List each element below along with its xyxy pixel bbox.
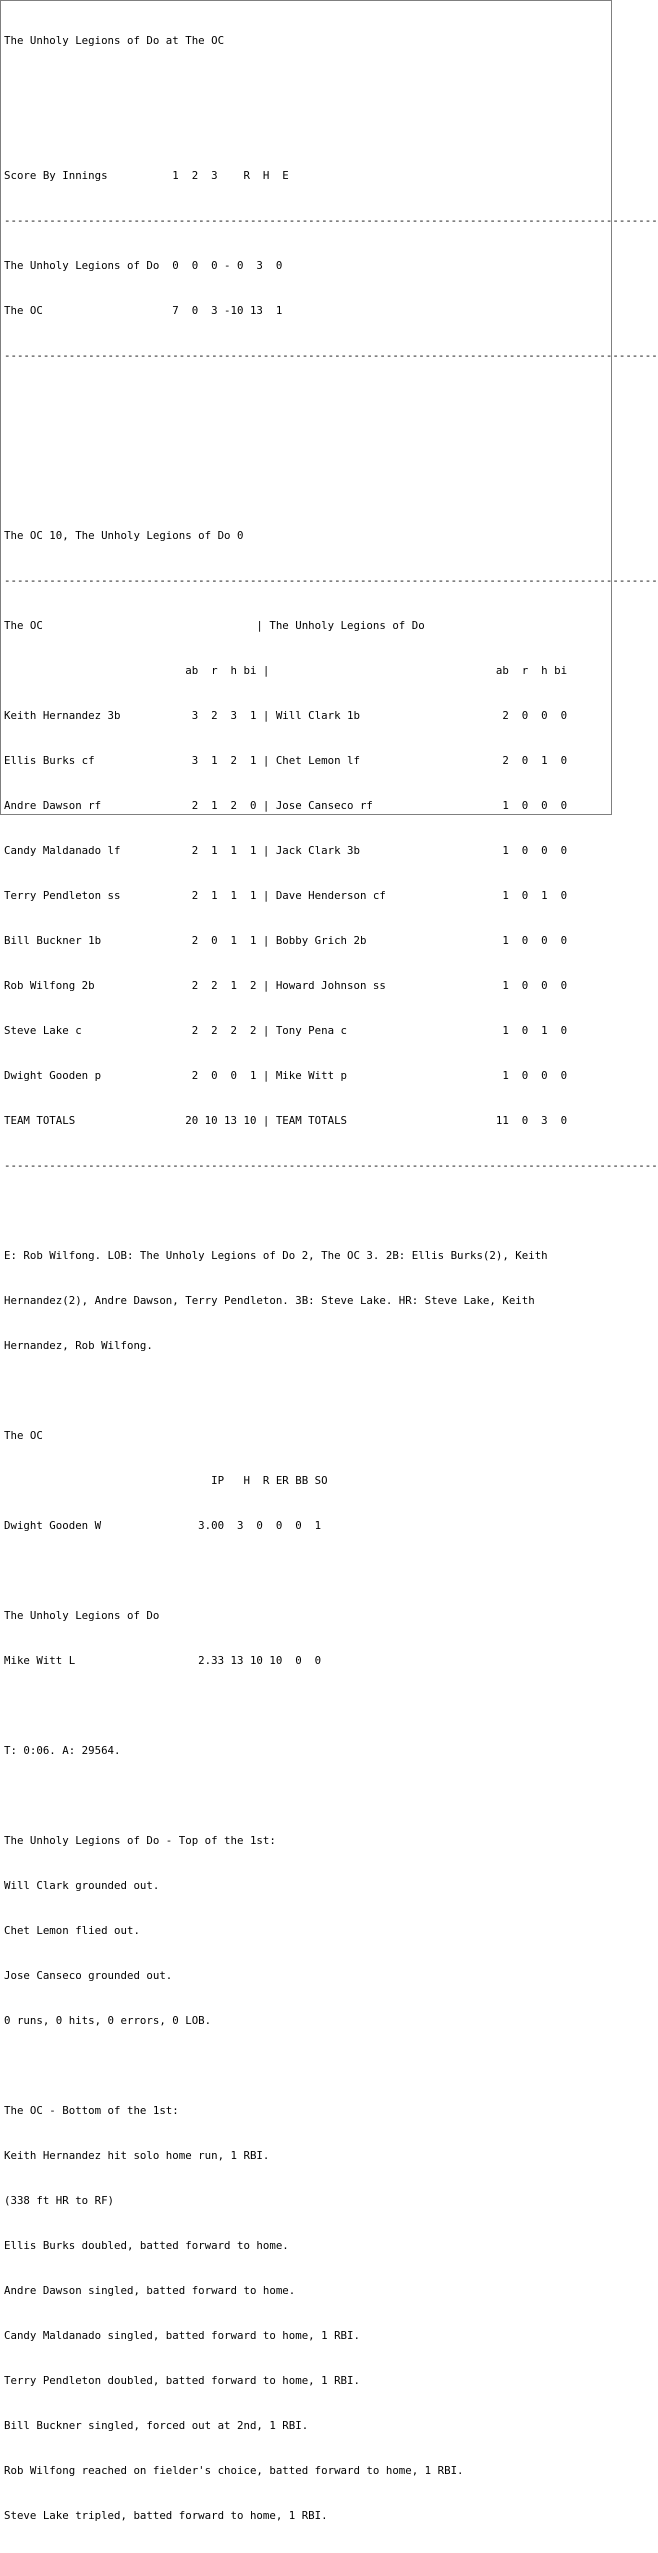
pitching-row: Dwight Gooden W 3.00 3 0 0 0 1 xyxy=(4,1519,322,1532)
inning-heading: The OC - Bottom of the 1st: xyxy=(4,2104,179,2117)
batting-row: Ellis Burks cf 3 1 2 1 | Chet Lemon lf 2 0 1 0 xyxy=(4,754,568,767)
play-line: Rob Wilfong reached on fielder's choice, batted forward to home, 1 RBI. xyxy=(4,2464,464,2477)
play-line: Bill Buckner singled, forced out at 2nd, 1 RBI. xyxy=(4,2419,309,2432)
play-line: Jose Canseco grounded out. xyxy=(4,1969,173,1982)
separator-rule: ----------------------------------------------------------------------------------------------------- xyxy=(4,349,658,362)
batting-row: Terry Pendleton ss 2 1 1 1 | Dave Henderson cf 1 0 1 0 xyxy=(4,889,568,902)
pitching-team-away: The Unholy Legions of Do xyxy=(4,1609,160,1622)
batting-totals-row: TEAM TOTALS 20 10 13 10 | TEAM TOTALS 11 0 3 0 xyxy=(4,1114,568,1127)
game-notes-line: Hernandez, Rob Wilfong. xyxy=(4,1339,153,1352)
linescore-header: Score By Innings 1 2 3 R H E xyxy=(4,169,289,182)
blank-line xyxy=(4,1698,658,1713)
separator-rule: ----------------------------------------------------------------------------------------------------- xyxy=(4,574,658,587)
blank-line xyxy=(4,438,658,453)
separator-rule: ----------------------------------------------------------------------------------------------------- xyxy=(4,1159,658,1172)
blank-line xyxy=(4,483,658,498)
blank-line xyxy=(4,1563,658,1578)
pitching-row: Mike Witt L 2.33 13 10 10 0 0 xyxy=(4,1654,322,1667)
pitching-team-home: The OC xyxy=(4,1429,43,1442)
blank-line xyxy=(4,1383,658,1398)
play-line: Chet Lemon flied out. xyxy=(4,1924,140,1937)
blank-line xyxy=(4,393,658,408)
batting-column-header: ab r h bi | ab r h bi xyxy=(4,664,568,677)
play-line: Ellis Burks doubled, batted forward to home. xyxy=(4,2239,289,2252)
batting-row: Bill Buckner 1b 2 0 1 1 | Bobby Grich 2b 1 0 0 0 xyxy=(4,934,568,947)
play-line: Terry Pendleton doubled, batted forward to home, 1 RBI. xyxy=(4,2374,360,2387)
linescore-row-away: The Unholy Legions of Do 0 0 0 - 0 3 0 xyxy=(4,259,283,272)
blank-line xyxy=(4,1203,658,1218)
batting-team-header: The OC | The Unholy Legions of Do xyxy=(4,619,425,632)
batting-row: Keith Hernandez 3b 3 2 3 1 | Will Clark 1b 2 0 0 0 xyxy=(4,709,568,722)
game-notes-line: E: Rob Wilfong. LOB: The Unholy Legions of Do 2, The OC 3. 2B: Ellis Burks(2), Keith xyxy=(4,1249,548,1262)
separator-rule: ----------------------------------------------------------------------------------------------------- xyxy=(4,214,658,227)
play-line: Steve Lake tripled, batted forward to home, 1 RBI. xyxy=(4,2509,328,2522)
batting-row: Dwight Gooden p 2 0 0 1 | Mike Witt p 1 0 0 0 xyxy=(4,1069,568,1082)
blank-line xyxy=(4,2058,658,2073)
game-notes-line: Hernandez(2), Andre Dawson, Terry Pendleton. 3B: Steve Lake. HR: Steve Lake, Keith xyxy=(4,1294,535,1307)
play-line: Andre Dawson singled, batted forward to home. xyxy=(4,2284,296,2297)
batting-row: Steve Lake c 2 2 2 2 | Tony Pena c 1 0 1 0 xyxy=(4,1024,568,1037)
inning-heading: The Unholy Legions of Do - Top of the 1st: xyxy=(4,1834,276,1847)
pitching-column-header: IP H R ER BB SO xyxy=(4,1474,328,1487)
game-title: The Unholy Legions of Do at The OC xyxy=(4,34,225,47)
batting-row: Andre Dawson rf 2 1 2 0 | Jose Canseco rf 1 0 0 0 xyxy=(4,799,568,812)
linescore-row-home: The OC 7 0 3 -10 13 1 xyxy=(4,304,283,317)
play-line: (338 ft HR to RF) xyxy=(4,2194,115,2207)
blank-line xyxy=(4,1788,658,1803)
batting-row: Rob Wilfong 2b 2 2 1 2 | Howard Johnson ss 1 0 0 0 xyxy=(4,979,568,992)
play-line: Will Clark grounded out. xyxy=(4,1879,160,1892)
blank-line xyxy=(4,123,658,138)
play-line: Candy Maldanado singled, batted forward to home, 1 RBI. xyxy=(4,2329,360,2342)
box-score-text xyxy=(4,3,658,2553)
inning-summary: 0 runs, 0 hits, 0 errors, 0 LOB. xyxy=(4,2014,212,2027)
blank-line xyxy=(4,78,658,93)
game-info: T: 0:06. A: 29564. xyxy=(4,1744,121,1757)
final-score: The OC 10, The Unholy Legions of Do 0 xyxy=(4,529,244,542)
batting-row: Candy Maldanado lf 2 1 1 1 | Jack Clark 3b 1 0 0 0 xyxy=(4,844,568,857)
play-line: Keith Hernandez hit solo home run, 1 RBI. xyxy=(4,2149,270,2162)
